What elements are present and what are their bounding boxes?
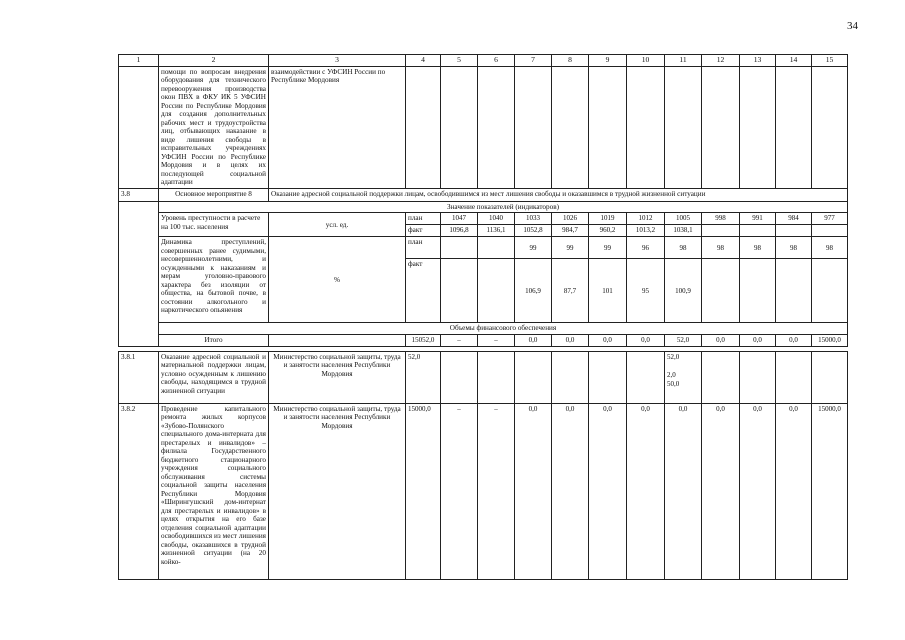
fact-value xyxy=(776,259,812,323)
col-num: 10 xyxy=(627,55,665,67)
col-num: 5 xyxy=(441,55,478,67)
main-event-row xyxy=(119,188,848,201)
indicators-title: Значение показателей (индикаторов) xyxy=(159,201,848,212)
executor: взаимодействии с УФСИН России по Республике Мордовия xyxy=(269,67,406,189)
cell-value-stack xyxy=(665,352,702,404)
executor: Министерство социальной защиты, труда и занятости населения Республики Мордовия xyxy=(269,404,406,580)
plan-value: 98 xyxy=(702,237,740,259)
plan-value: 1040 xyxy=(478,213,515,225)
cell-value: 15000,0 xyxy=(406,404,441,580)
indicator-row xyxy=(119,213,848,225)
col-num: 11 xyxy=(665,55,702,67)
plan-label: план xyxy=(406,213,441,225)
plan-value: 991 xyxy=(740,213,776,225)
fact-label: факт xyxy=(406,259,441,323)
cell-value: 0,0 xyxy=(702,404,740,580)
plan-value: 99 xyxy=(589,237,627,259)
fact-value: 1038,1 xyxy=(665,225,702,237)
fact-value: 984,7 xyxy=(552,225,589,237)
fact-value xyxy=(702,225,740,237)
col-num: 15 xyxy=(812,55,848,67)
indicator-name: Уровень преступности в расчете на 100 тыс. населения xyxy=(159,213,269,237)
indicator-unit: % xyxy=(269,237,406,323)
fact-label: факт xyxy=(406,225,441,237)
fact-value xyxy=(740,225,776,237)
fact-value xyxy=(776,225,812,237)
col-num: 13 xyxy=(740,55,776,67)
cell-value: 0,0 xyxy=(665,404,702,580)
col-num: 1 xyxy=(119,55,159,67)
total-value: 0,0 xyxy=(740,334,776,346)
page-number: 34 xyxy=(847,20,858,32)
plan-value xyxy=(441,237,478,259)
plan-value: 984 xyxy=(776,213,812,225)
total-value: – xyxy=(478,334,515,346)
col-num: 14 xyxy=(776,55,812,67)
cell-value: 52,0 xyxy=(406,352,441,404)
plan-value: 998 xyxy=(702,213,740,225)
col-num: 7 xyxy=(515,55,552,67)
col-num: 6 xyxy=(478,55,515,67)
total-value: 0,0 xyxy=(776,334,812,346)
fact-value: 106,9 xyxy=(515,259,552,323)
event-title: Оказание адресной социальной поддержки лицам, освободившимся из мест лишения свободы и оказавшимся в трудной жизненной ситуации xyxy=(269,188,848,201)
plan-value: 1026 xyxy=(552,213,589,225)
event-label: Основное мероприятие 8 xyxy=(159,188,269,201)
total-value: 0,0 xyxy=(702,334,740,346)
total-value: 52,0 xyxy=(665,334,702,346)
cell-value: – xyxy=(441,404,478,580)
fact-value xyxy=(812,225,848,237)
indicator-name: Динамика преступлений, совершенных ранее судимыми, несовершеннолетними, и осужденными к наказаниям и мерам уголовно-правового характера без изоляции от общества, на бытовой почве, в состоянии алкогольного и наркотического опьянения xyxy=(159,237,269,323)
plan-value: 1047 xyxy=(441,213,478,225)
plan-value: 99 xyxy=(552,237,589,259)
fact-value: 1013,2 xyxy=(627,225,665,237)
fact-value: 960,2 xyxy=(589,225,627,237)
fact-value xyxy=(812,259,848,323)
total-label: Итого xyxy=(159,334,269,346)
section-header-row xyxy=(119,201,848,212)
plan-value: 98 xyxy=(665,237,702,259)
total-value: 15052,0 xyxy=(406,334,441,346)
sub-event-row xyxy=(119,352,848,404)
event-name: Оказание адресной социальной и материальной поддержки лицам, условно осужденным к лишению свободы, находящимся в трудной жизненной ситуации xyxy=(159,352,269,404)
event-number: 3.8.1 xyxy=(119,352,159,404)
event-name: помощи по вопросам внедрения оборудования для технического перевооружения производства окон ПВХ в ФКУ ИК 5 УФСИН России по Республике Мордовия для создания дополнительных рабочих мест и трудоустройства лиц, отбывающих наказание в виде лишения свободы в исправительных учреждениях УФСИН России по Республике Мордовия и в целях их последующей социальной адаптации xyxy=(159,67,269,189)
table-row xyxy=(119,67,848,189)
event-name: Проведение капитального ремонта жилых корпусов «Зубово-Полянского специального дома-интерната для престарелых и инвалидов» – филиала Государственного бюджетного стационарного учреждения социального обслуживания системы социальной защиты населения Республики Мордовия «Ширингушский дом-интернат для престарелых и инвалидов» в целях открытия на его базе отделения социальной адаптации освободившихся из мест лишения свободы, оказавшихся в трудной жизненной ситуации (на 20 койко- xyxy=(159,404,269,580)
cell-value: 0,0 xyxy=(552,404,589,580)
cell-value: 50,0 xyxy=(667,379,680,388)
fact-value: 1052,8 xyxy=(515,225,552,237)
total-value: 0,0 xyxy=(589,334,627,346)
executor: Министерство социальной защиты, труда и занятости населения Республики Мордовия xyxy=(269,352,406,404)
finance-title: Объемы финансового обеспечения xyxy=(159,323,848,334)
fact-value xyxy=(702,259,740,323)
col-num: 3 xyxy=(269,55,406,67)
fact-value: 100,9 xyxy=(665,259,702,323)
cell-value: 0,0 xyxy=(776,404,812,580)
program-table-subevents xyxy=(118,351,848,580)
plan-value: 1019 xyxy=(589,213,627,225)
plan-value: 1005 xyxy=(665,213,702,225)
fact-value: 101 xyxy=(589,259,627,323)
total-value: 0,0 xyxy=(627,334,665,346)
total-value: 15000,0 xyxy=(812,334,848,346)
cell-value: 0,0 xyxy=(627,404,665,580)
cell-value: 15000,0 xyxy=(812,404,848,580)
col-num: 2 xyxy=(159,55,269,67)
cell-value: – xyxy=(478,404,515,580)
fact-value: 1136,1 xyxy=(478,225,515,237)
cell-value: 2,0 xyxy=(667,371,676,380)
fact-value xyxy=(441,259,478,323)
plan-value: 99 xyxy=(515,237,552,259)
event-number: 3.8 xyxy=(119,188,159,201)
col-num: 9 xyxy=(589,55,627,67)
plan-value: 98 xyxy=(776,237,812,259)
plan-value: 96 xyxy=(627,237,665,259)
col-num: 12 xyxy=(702,55,740,67)
cell-value: 0,0 xyxy=(515,404,552,580)
column-numbers-row xyxy=(119,55,848,67)
plan-value: 98 xyxy=(740,237,776,259)
fact-value: 95 xyxy=(627,259,665,323)
sub-event-row xyxy=(119,404,848,580)
col-num: 8 xyxy=(552,55,589,67)
indicator-row xyxy=(119,237,848,259)
total-value: 0,0 xyxy=(552,334,589,346)
fact-value: 87,7 xyxy=(552,259,589,323)
plan-value: 977 xyxy=(812,213,848,225)
event-number: 3.8.2 xyxy=(119,404,159,580)
col-num: 4 xyxy=(406,55,441,67)
plan-value xyxy=(478,237,515,259)
total-value: – xyxy=(441,334,478,346)
cell-value: 0,0 xyxy=(589,404,627,580)
program-table xyxy=(118,54,848,347)
cell-value: 0,0 xyxy=(740,404,776,580)
fact-value xyxy=(478,259,515,323)
plan-value: 1033 xyxy=(515,213,552,225)
section-header-row xyxy=(119,323,848,334)
plan-label: план xyxy=(406,237,441,259)
fact-value: 1096,8 xyxy=(441,225,478,237)
total-row xyxy=(119,334,848,346)
fact-value xyxy=(740,259,776,323)
cell-value: 52,0 xyxy=(667,353,680,361)
indicator-unit: усл. ед. xyxy=(269,213,406,237)
plan-value: 1012 xyxy=(627,213,665,225)
total-value: 0,0 xyxy=(515,334,552,346)
plan-value: 98 xyxy=(812,237,848,259)
